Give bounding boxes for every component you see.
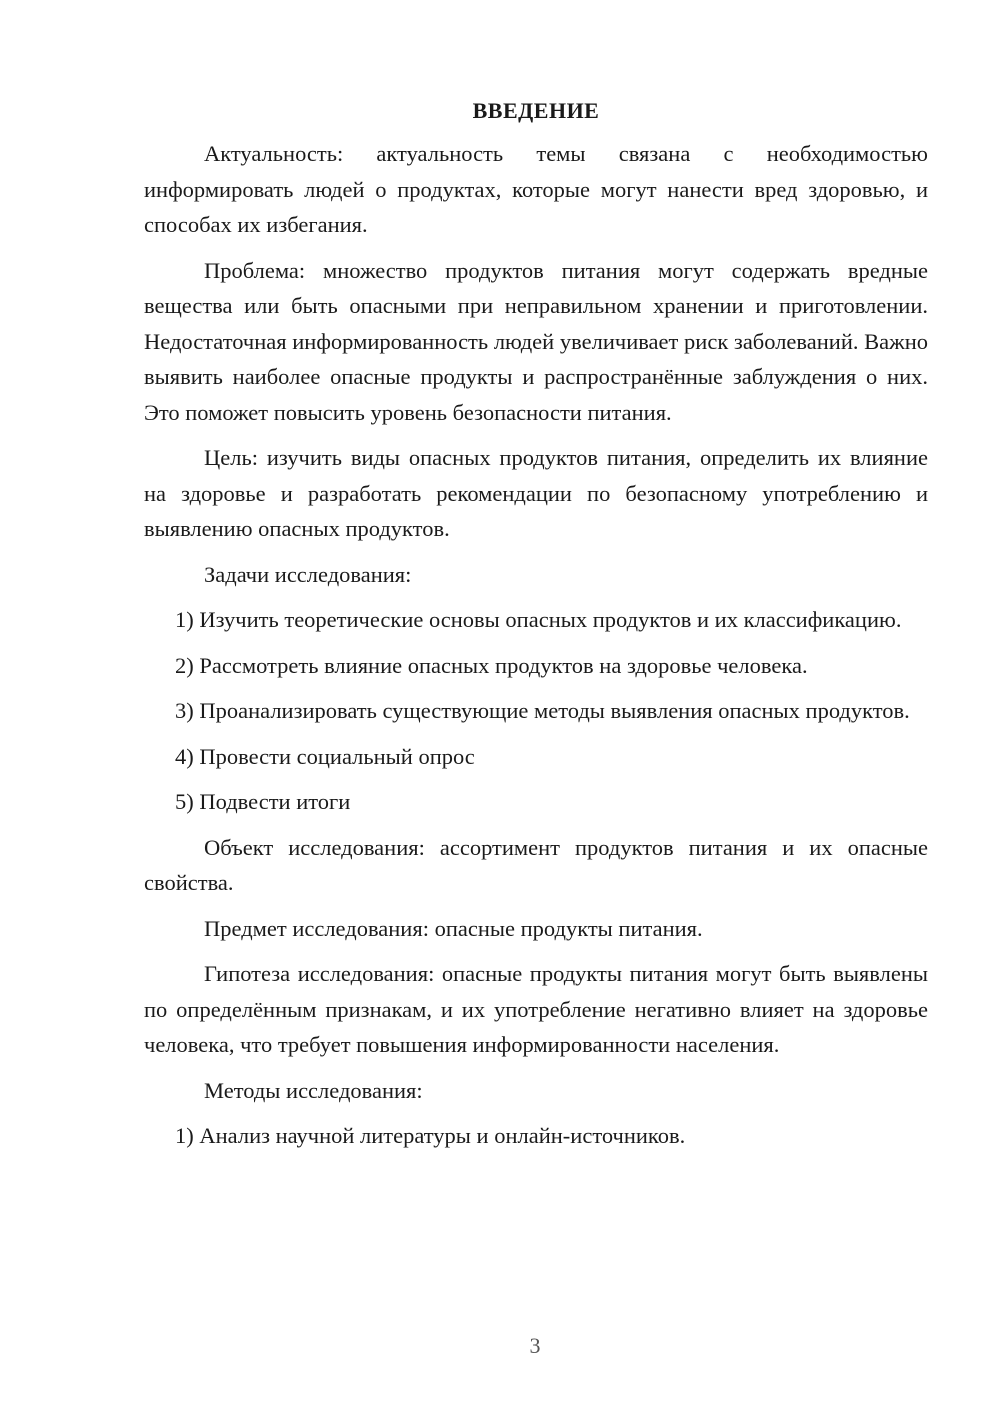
task-item: 3) Проанализировать существующие методы выявления опасных продуктов. bbox=[175, 698, 910, 723]
page-title: ВВЕДЕНИЕ bbox=[472, 98, 600, 123]
page-content bbox=[144, 96, 928, 1164]
paragraph-subject: Предмет исследования: опасные продукты питания. bbox=[204, 915, 703, 941]
paragraph-hypothesis: Гипотеза исследования: опасные продукты питания могут быть выявлены по определённым признакам, и их употребление негативно влияет на здоровье человека, что требует повышения информированности населения. bbox=[144, 961, 928, 1057]
page-number: 3 bbox=[529, 1333, 541, 1358]
paragraph-relevance: Актуальность: актуальность темы связана с необходимостью информировать людей о продуктах, которые могут нанести вред здоровью, и способах их избегания. bbox=[144, 141, 928, 237]
paragraph-object: Объект исследования: ассортимент продуктов питания и их опасные свойства. bbox=[144, 834, 928, 895]
paragraph-methods-heading: Методы исследования: bbox=[204, 1077, 423, 1103]
task-item: 4) Провести социальный опрос bbox=[175, 743, 475, 769]
paragraph-problem: Проблема: множество продуктов питания могут содержать вредные вещества или быть опасными при неправильном хранении и приготовлении. Недостаточная информированность людей увеличивает риск заболеваний. Важно выявить наиболее опасные продукты и распространённые заблуждения о них. Это поможет повысить уровень безопасности питания. bbox=[144, 257, 928, 425]
method-item: 1) Анализ научной литературы и онлайн-источников. bbox=[175, 1123, 686, 1148]
task-item: 1) Изучить теоретические основы опасных продуктов и их классификацию. bbox=[175, 607, 902, 632]
paragraph-goal: Цель: изучить виды опасных продуктов питания, определить их влияние на здоровье и разработать рекомендации по безопасному употреблению и выявлению опасных продуктов. bbox=[144, 445, 928, 541]
task-item: 2) Рассмотреть влияние опасных продуктов на здоровье человека. bbox=[175, 652, 808, 678]
paragraph-tasks-heading: Задачи исследования: bbox=[204, 561, 412, 587]
task-item: 5) Подвести итоги bbox=[175, 789, 351, 814]
